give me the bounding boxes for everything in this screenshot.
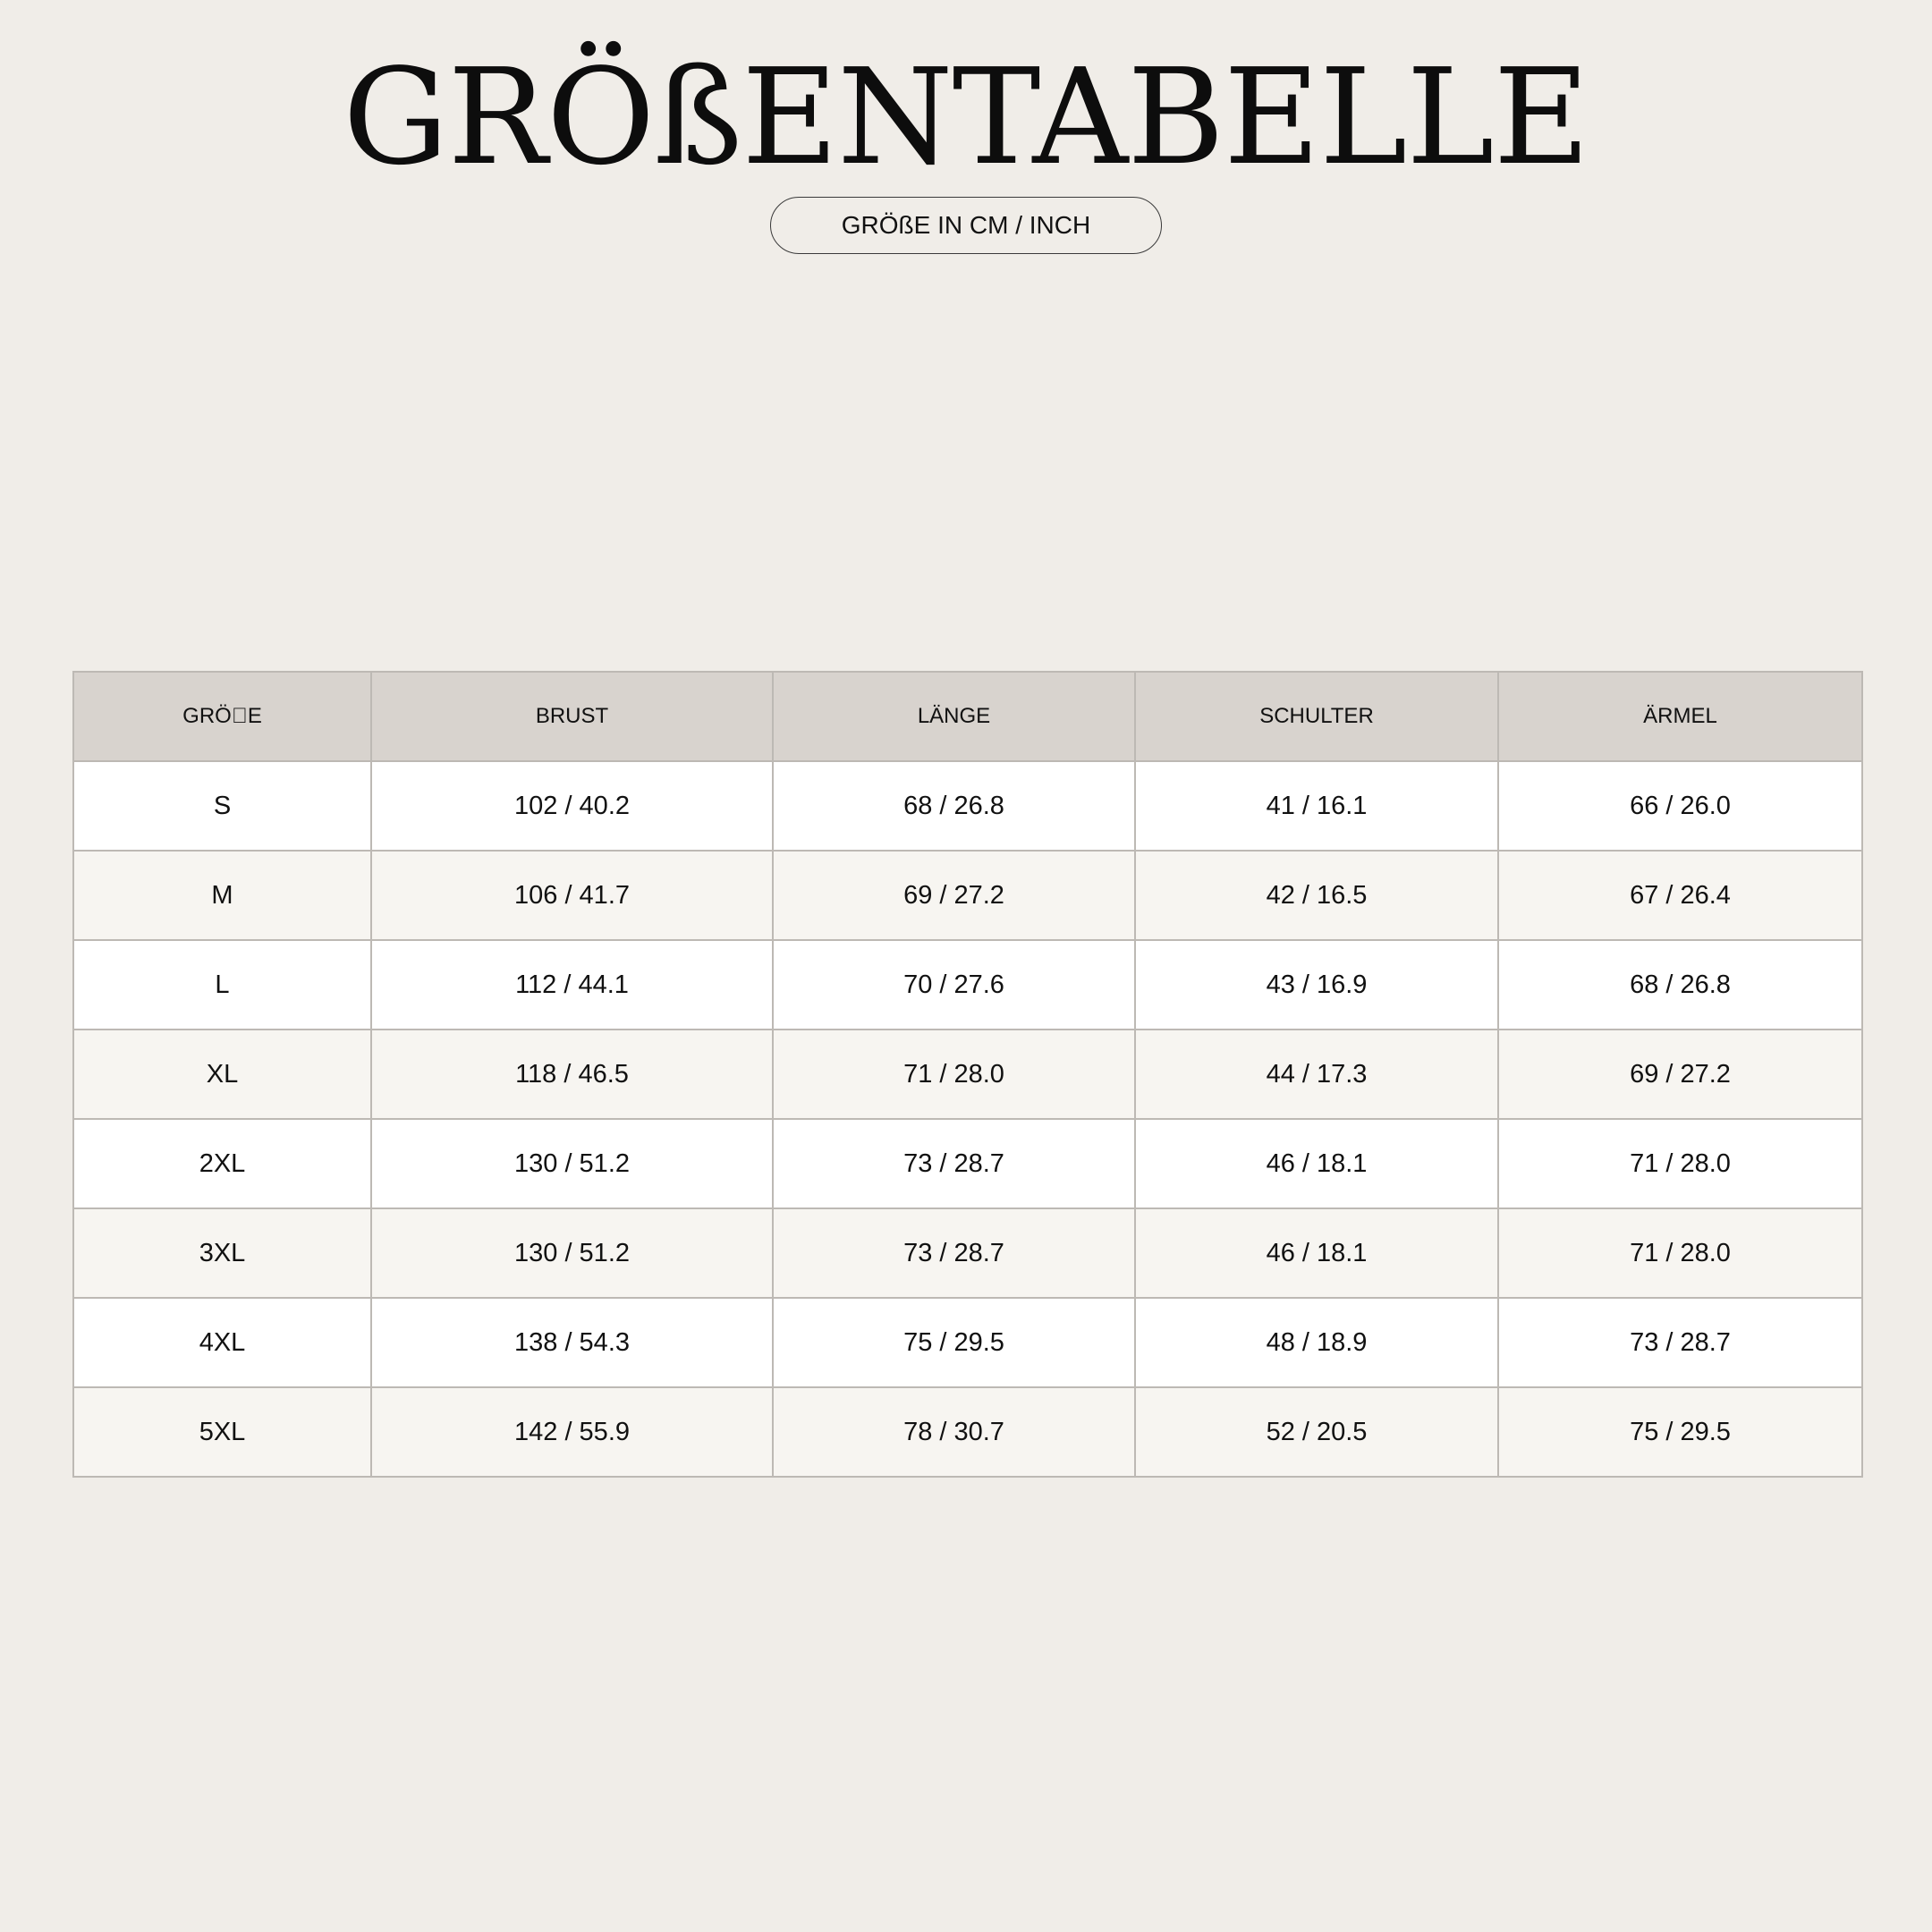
header-chest: BRUST: [371, 672, 773, 761]
cell-sleeve: 67 / 26.4: [1498, 851, 1862, 940]
unit-badge: GRÖßE IN CM / INCH: [770, 197, 1162, 254]
cell-shoulder: 44 / 17.3: [1135, 1030, 1498, 1119]
cell-sleeve: 71 / 28.0: [1498, 1119, 1862, 1208]
table-row: [73, 1387, 1862, 1477]
page-title: GRÖßENTABELLE: [343, 40, 1589, 194]
header-size: GRÖ⃞E: [73, 672, 371, 761]
cell-shoulder: 42 / 16.5: [1135, 851, 1498, 940]
cell-sleeve: 66 / 26.0: [1498, 761, 1862, 851]
cell-sleeve: 71 / 28.0: [1498, 1208, 1862, 1298]
header-sleeve: ÄRMEL: [1498, 672, 1862, 761]
cell-length: 71 / 28.0: [773, 1030, 1135, 1119]
cell-shoulder: 52 / 20.5: [1135, 1387, 1498, 1477]
cell-chest: 138 / 54.3: [371, 1298, 773, 1387]
cell-length: 68 / 26.8: [773, 761, 1135, 851]
cell-length: 69 / 27.2: [773, 851, 1135, 940]
cell-sleeve: 75 / 29.5: [1498, 1387, 1862, 1477]
cell-length: 78 / 30.7: [773, 1387, 1135, 1477]
cell-shoulder: 43 / 16.9: [1135, 940, 1498, 1030]
cell-size: L: [73, 940, 371, 1030]
table-row: [73, 1119, 1862, 1208]
cell-size: 2XL: [73, 1119, 371, 1208]
cell-length: 73 / 28.7: [773, 1119, 1135, 1208]
cell-shoulder: 46 / 18.1: [1135, 1208, 1498, 1298]
table-row: [73, 940, 1862, 1030]
table-row: [73, 761, 1862, 851]
cell-chest: 112 / 44.1: [371, 940, 773, 1030]
size-chart-table: [72, 671, 1863, 1478]
cell-size: M: [73, 851, 371, 940]
cell-sleeve: 69 / 27.2: [1498, 1030, 1862, 1119]
cell-shoulder: 41 / 16.1: [1135, 761, 1498, 851]
header-length: LÄNGE: [773, 672, 1135, 761]
table-header-row: [73, 672, 1862, 761]
cell-shoulder: 48 / 18.9: [1135, 1298, 1498, 1387]
cell-size: 4XL: [73, 1298, 371, 1387]
table-row: [73, 1208, 1862, 1298]
cell-size: 3XL: [73, 1208, 371, 1298]
cell-chest: 130 / 51.2: [371, 1119, 773, 1208]
table-row: [73, 1030, 1862, 1119]
header-shoulder: SCHULTER: [1135, 672, 1498, 761]
cell-chest: 130 / 51.2: [371, 1208, 773, 1298]
cell-size: XL: [73, 1030, 371, 1119]
cell-length: 73 / 28.7: [773, 1208, 1135, 1298]
cell-chest: 106 / 41.7: [371, 851, 773, 940]
cell-chest: 102 / 40.2: [371, 761, 773, 851]
cell-length: 75 / 29.5: [773, 1298, 1135, 1387]
cell-sleeve: 73 / 28.7: [1498, 1298, 1862, 1387]
cell-sleeve: 68 / 26.8: [1498, 940, 1862, 1030]
table-row: [73, 851, 1862, 940]
cell-length: 70 / 27.6: [773, 940, 1135, 1030]
cell-size: S: [73, 761, 371, 851]
cell-size: 5XL: [73, 1387, 371, 1477]
table-row: [73, 1298, 1862, 1387]
cell-shoulder: 46 / 18.1: [1135, 1119, 1498, 1208]
cell-chest: 118 / 46.5: [371, 1030, 773, 1119]
cell-chest: 142 / 55.9: [371, 1387, 773, 1477]
